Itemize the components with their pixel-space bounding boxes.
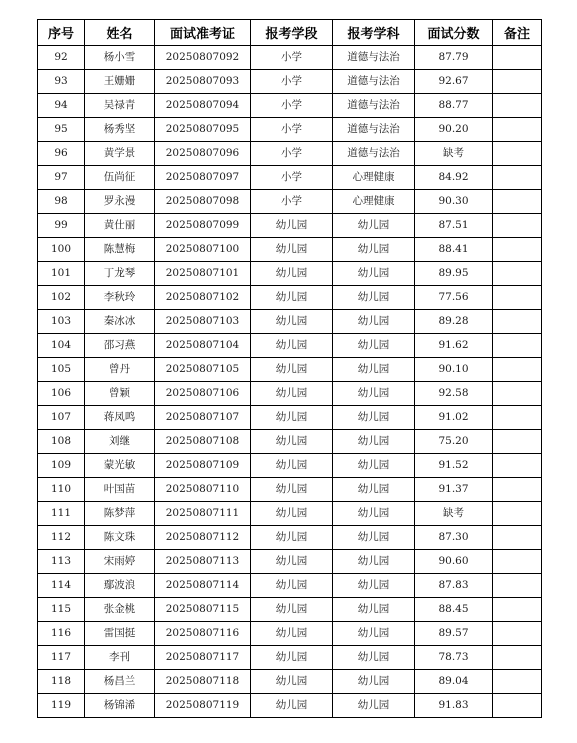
cell-remarks <box>493 262 542 286</box>
cell-school-stage: 幼儿园 <box>251 286 333 310</box>
header-admission-ticket: 面试准考证 <box>155 20 251 46</box>
cell-serial-number: 110 <box>38 478 85 502</box>
cell-subject: 心理健康 <box>333 166 415 190</box>
cell-serial-number: 98 <box>38 190 85 214</box>
table-row <box>38 118 542 142</box>
cell-admission-ticket: 20250807112 <box>155 526 251 550</box>
cell-admission-ticket: 20250807102 <box>155 286 251 310</box>
cell-serial-number: 118 <box>38 670 85 694</box>
cell-admission-ticket: 20250807110 <box>155 478 251 502</box>
cell-name: 曾颖 <box>85 382 155 406</box>
cell-name: 罗永漫 <box>85 190 155 214</box>
cell-name: 伍尚征 <box>85 166 155 190</box>
cell-subject: 幼儿园 <box>333 526 415 550</box>
cell-remarks <box>493 622 542 646</box>
cell-school-stage: 小学 <box>251 166 333 190</box>
cell-admission-ticket: 20250807113 <box>155 550 251 574</box>
cell-school-stage: 幼儿园 <box>251 526 333 550</box>
cell-school-stage: 幼儿园 <box>251 238 333 262</box>
cell-name: 吴禄青 <box>85 94 155 118</box>
cell-name: 蒙光敏 <box>85 454 155 478</box>
cell-school-stage: 幼儿园 <box>251 622 333 646</box>
header-row <box>38 20 542 46</box>
cell-serial-number: 105 <box>38 358 85 382</box>
cell-admission-ticket: 20250807106 <box>155 382 251 406</box>
cell-remarks <box>493 70 542 94</box>
cell-admission-ticket: 20250807117 <box>155 646 251 670</box>
header-school-stage: 报考学段 <box>251 20 333 46</box>
cell-interview-score: 89.57 <box>415 622 493 646</box>
cell-school-stage: 小学 <box>251 70 333 94</box>
cell-subject: 道德与法治 <box>333 70 415 94</box>
cell-name: 丁龙琴 <box>85 262 155 286</box>
cell-admission-ticket: 20250807103 <box>155 310 251 334</box>
cell-school-stage: 幼儿园 <box>251 430 333 454</box>
cell-subject: 道德与法治 <box>333 94 415 118</box>
cell-subject: 幼儿园 <box>333 430 415 454</box>
cell-remarks <box>493 214 542 238</box>
cell-name: 李刊 <box>85 646 155 670</box>
cell-interview-score: 90.30 <box>415 190 493 214</box>
cell-serial-number: 106 <box>38 382 85 406</box>
cell-school-stage: 幼儿园 <box>251 574 333 598</box>
cell-subject: 幼儿园 <box>333 694 415 718</box>
cell-school-stage: 小学 <box>251 118 333 142</box>
table-row <box>38 550 542 574</box>
cell-interview-score: 90.10 <box>415 358 493 382</box>
table-row <box>38 286 542 310</box>
header-name: 姓名 <box>85 20 155 46</box>
cell-subject: 道德与法治 <box>333 118 415 142</box>
cell-subject: 幼儿园 <box>333 406 415 430</box>
cell-admission-ticket: 20250807109 <box>155 454 251 478</box>
cell-school-stage: 幼儿园 <box>251 478 333 502</box>
cell-school-stage: 幼儿园 <box>251 406 333 430</box>
cell-subject: 幼儿园 <box>333 310 415 334</box>
cell-interview-score: 88.41 <box>415 238 493 262</box>
cell-remarks <box>493 310 542 334</box>
cell-subject: 道德与法治 <box>333 142 415 166</box>
cell-serial-number: 100 <box>38 238 85 262</box>
cell-name: 杨昌兰 <box>85 670 155 694</box>
table-row <box>38 70 542 94</box>
cell-school-stage: 幼儿园 <box>251 382 333 406</box>
table-row <box>38 670 542 694</box>
cell-subject: 幼儿园 <box>333 670 415 694</box>
table-row <box>38 166 542 190</box>
cell-admission-ticket: 20250807098 <box>155 190 251 214</box>
table-row <box>38 646 542 670</box>
cell-serial-number: 116 <box>38 622 85 646</box>
cell-remarks <box>493 454 542 478</box>
cell-serial-number: 112 <box>38 526 85 550</box>
cell-school-stage: 幼儿园 <box>251 502 333 526</box>
cell-remarks <box>493 670 542 694</box>
cell-name: 雷国挺 <box>85 622 155 646</box>
cell-name: 秦冰冰 <box>85 310 155 334</box>
cell-interview-score: 91.02 <box>415 406 493 430</box>
cell-serial-number: 95 <box>38 118 85 142</box>
cell-name: 宋雨婷 <box>85 550 155 574</box>
cell-subject: 幼儿园 <box>333 478 415 502</box>
cell-admission-ticket: 20250807092 <box>155 46 251 70</box>
cell-subject: 幼儿园 <box>333 286 415 310</box>
cell-serial-number: 103 <box>38 310 85 334</box>
table-row <box>38 526 542 550</box>
cell-school-stage: 小学 <box>251 46 333 70</box>
cell-school-stage: 幼儿园 <box>251 694 333 718</box>
cell-subject: 心理健康 <box>333 190 415 214</box>
cell-admission-ticket: 20250807116 <box>155 622 251 646</box>
cell-school-stage: 幼儿园 <box>251 262 333 286</box>
cell-remarks <box>493 382 542 406</box>
cell-interview-score: 87.83 <box>415 574 493 598</box>
cell-subject: 幼儿园 <box>333 334 415 358</box>
cell-school-stage: 幼儿园 <box>251 598 333 622</box>
cell-interview-score: 缺考 <box>415 142 493 166</box>
cell-interview-score: 91.52 <box>415 454 493 478</box>
cell-school-stage: 幼儿园 <box>251 454 333 478</box>
table-header <box>38 20 542 46</box>
cell-name: 李秋玲 <box>85 286 155 310</box>
cell-interview-score: 89.28 <box>415 310 493 334</box>
cell-remarks <box>493 46 542 70</box>
cell-interview-score: 90.60 <box>415 550 493 574</box>
cell-admission-ticket: 20250807107 <box>155 406 251 430</box>
cell-name: 鄢波浪 <box>85 574 155 598</box>
cell-admission-ticket: 20250807119 <box>155 694 251 718</box>
cell-admission-ticket: 20250807114 <box>155 574 251 598</box>
cell-subject: 幼儿园 <box>333 358 415 382</box>
cell-school-stage: 幼儿园 <box>251 550 333 574</box>
cell-serial-number: 97 <box>38 166 85 190</box>
cell-interview-score: 84.92 <box>415 166 493 190</box>
cell-interview-score: 87.30 <box>415 526 493 550</box>
cell-interview-score: 91.83 <box>415 694 493 718</box>
cell-serial-number: 101 <box>38 262 85 286</box>
cell-interview-score: 89.04 <box>415 670 493 694</box>
table-row <box>38 262 542 286</box>
cell-subject: 幼儿园 <box>333 646 415 670</box>
cell-serial-number: 119 <box>38 694 85 718</box>
cell-serial-number: 93 <box>38 70 85 94</box>
cell-remarks <box>493 430 542 454</box>
cell-school-stage: 幼儿园 <box>251 310 333 334</box>
table-row <box>38 334 542 358</box>
cell-subject: 道德与法治 <box>333 46 415 70</box>
cell-admission-ticket: 20250807095 <box>155 118 251 142</box>
table-row <box>38 622 542 646</box>
cell-school-stage: 小学 <box>251 190 333 214</box>
table-row <box>38 430 542 454</box>
cell-interview-score: 91.37 <box>415 478 493 502</box>
cell-serial-number: 96 <box>38 142 85 166</box>
cell-subject: 幼儿园 <box>333 598 415 622</box>
cell-subject: 幼儿园 <box>333 574 415 598</box>
table-row <box>38 190 542 214</box>
cell-remarks <box>493 142 542 166</box>
cell-serial-number: 117 <box>38 646 85 670</box>
cell-admission-ticket: 20250807094 <box>155 94 251 118</box>
cell-serial-number: 113 <box>38 550 85 574</box>
cell-name: 杨秀坚 <box>85 118 155 142</box>
cell-remarks <box>493 694 542 718</box>
cell-name: 刘继 <box>85 430 155 454</box>
cell-name: 张金桃 <box>85 598 155 622</box>
cell-subject: 幼儿园 <box>333 550 415 574</box>
cell-remarks <box>493 118 542 142</box>
cell-serial-number: 111 <box>38 502 85 526</box>
cell-school-stage: 幼儿园 <box>251 670 333 694</box>
cell-remarks <box>493 502 542 526</box>
cell-subject: 幼儿园 <box>333 238 415 262</box>
table-row <box>38 94 542 118</box>
cell-interview-score: 75.20 <box>415 430 493 454</box>
cell-serial-number: 99 <box>38 214 85 238</box>
header-subject: 报考学科 <box>333 20 415 46</box>
cell-interview-score: 77.56 <box>415 286 493 310</box>
table-row <box>38 358 542 382</box>
cell-admission-ticket: 20250807101 <box>155 262 251 286</box>
cell-name: 陈梦萍 <box>85 502 155 526</box>
cell-admission-ticket: 20250807105 <box>155 358 251 382</box>
cell-admission-ticket: 20250807099 <box>155 214 251 238</box>
cell-serial-number: 102 <box>38 286 85 310</box>
table-row <box>38 598 542 622</box>
cell-school-stage: 幼儿园 <box>251 358 333 382</box>
cell-name: 陈慧梅 <box>85 238 155 262</box>
cell-subject: 幼儿园 <box>333 214 415 238</box>
cell-serial-number: 109 <box>38 454 85 478</box>
cell-name: 曾丹 <box>85 358 155 382</box>
table-row <box>38 46 542 70</box>
table-row <box>38 238 542 262</box>
cell-interview-score: 89.95 <box>415 262 493 286</box>
cell-subject: 幼儿园 <box>333 454 415 478</box>
cell-remarks <box>493 358 542 382</box>
cell-name: 蒋凤鸣 <box>85 406 155 430</box>
cell-serial-number: 115 <box>38 598 85 622</box>
cell-serial-number: 107 <box>38 406 85 430</box>
cell-admission-ticket: 20250807111 <box>155 502 251 526</box>
cell-subject: 幼儿园 <box>333 502 415 526</box>
table-row <box>38 310 542 334</box>
cell-remarks <box>493 598 542 622</box>
cell-name: 王姗姗 <box>85 70 155 94</box>
cell-remarks <box>493 406 542 430</box>
cell-subject: 幼儿园 <box>333 622 415 646</box>
table-row <box>38 502 542 526</box>
cell-name: 杨锦浠 <box>85 694 155 718</box>
cell-interview-score: 88.77 <box>415 94 493 118</box>
cell-remarks <box>493 166 542 190</box>
cell-interview-score: 90.20 <box>415 118 493 142</box>
table-row <box>38 574 542 598</box>
cell-remarks <box>493 646 542 670</box>
cell-admission-ticket: 20250807118 <box>155 670 251 694</box>
cell-admission-ticket: 20250807108 <box>155 430 251 454</box>
cell-interview-score: 78.73 <box>415 646 493 670</box>
cell-remarks <box>493 286 542 310</box>
header-serial-number: 序号 <box>38 20 85 46</box>
cell-serial-number: 92 <box>38 46 85 70</box>
cell-admission-ticket: 20250807104 <box>155 334 251 358</box>
cell-admission-ticket: 20250807096 <box>155 142 251 166</box>
cell-serial-number: 114 <box>38 574 85 598</box>
cell-remarks <box>493 190 542 214</box>
cell-interview-score: 92.67 <box>415 70 493 94</box>
cell-interview-score: 92.58 <box>415 382 493 406</box>
cell-subject: 幼儿园 <box>333 382 415 406</box>
cell-admission-ticket: 20250807093 <box>155 70 251 94</box>
cell-subject: 幼儿园 <box>333 262 415 286</box>
cell-serial-number: 108 <box>38 430 85 454</box>
cell-name: 陈文珠 <box>85 526 155 550</box>
header-remarks: 备注 <box>493 20 542 46</box>
table-row <box>38 142 542 166</box>
cell-name: 黄学景 <box>85 142 155 166</box>
cell-school-stage: 幼儿园 <box>251 214 333 238</box>
cell-remarks <box>493 334 542 358</box>
cell-remarks <box>493 238 542 262</box>
cell-admission-ticket: 20250807100 <box>155 238 251 262</box>
cell-name: 杨小雪 <box>85 46 155 70</box>
table-body <box>38 46 542 718</box>
table-row <box>38 382 542 406</box>
cell-remarks <box>493 574 542 598</box>
cell-serial-number: 94 <box>38 94 85 118</box>
cell-name: 黄仕丽 <box>85 214 155 238</box>
table-row <box>38 406 542 430</box>
cell-remarks <box>493 94 542 118</box>
cell-remarks <box>493 526 542 550</box>
cell-school-stage: 小学 <box>251 142 333 166</box>
cell-remarks <box>493 550 542 574</box>
cell-interview-score: 88.45 <box>415 598 493 622</box>
cell-admission-ticket: 20250807097 <box>155 166 251 190</box>
cell-interview-score: 91.62 <box>415 334 493 358</box>
cell-serial-number: 104 <box>38 334 85 358</box>
cell-interview-score: 缺考 <box>415 502 493 526</box>
table-row <box>38 478 542 502</box>
cell-school-stage: 小学 <box>251 94 333 118</box>
table-row <box>38 454 542 478</box>
cell-school-stage: 幼儿园 <box>251 646 333 670</box>
table-row <box>38 694 542 718</box>
interview-score-table <box>37 19 542 718</box>
cell-interview-score: 87.51 <box>415 214 493 238</box>
table-row <box>38 214 542 238</box>
cell-remarks <box>493 478 542 502</box>
cell-interview-score: 87.79 <box>415 46 493 70</box>
header-interview-score: 面试分数 <box>415 20 493 46</box>
cell-school-stage: 幼儿园 <box>251 334 333 358</box>
cell-name: 邵习燕 <box>85 334 155 358</box>
cell-admission-ticket: 20250807115 <box>155 598 251 622</box>
cell-name: 叶国苗 <box>85 478 155 502</box>
